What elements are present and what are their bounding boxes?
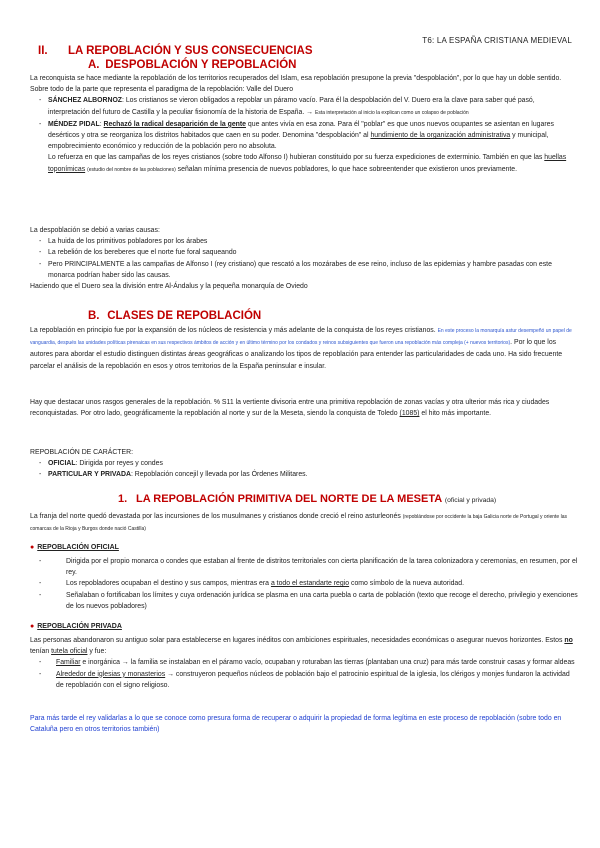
- section-number: A.: [88, 59, 100, 71]
- section-number: B.: [88, 310, 100, 322]
- underlined-text: tutela oficial: [51, 648, 88, 656]
- privada-body: [30, 635, 578, 691]
- section-a-heading: [88, 59, 296, 71]
- caracter-label: PARTICULAR Y PRIVADA: [48, 471, 131, 479]
- item-text: y municipal, empobrecimiento económico y reducción de la población pero no absoluta.: [48, 132, 549, 151]
- section-a-body: [30, 73, 578, 176]
- paragraph-text: Las personas abandonaron su antiguo solar para establecerse en lugares inéditos con ambiciones espirituales, necesidades económicas o asegurar nuevos horizontes. Estos: [30, 637, 565, 644]
- section-number: 1.: [118, 493, 128, 505]
- menendez-pidal-paragraph-2: [30, 152, 578, 175]
- side-note: (estudio del nombre de las poblaciones): [87, 166, 176, 173]
- privada-heading: [30, 623, 122, 630]
- paragraph-text: y fue:: [87, 648, 107, 656]
- author-name: MÉNDEZ PIDAL: [48, 120, 100, 128]
- item-text: : Los cristianos se vieron obligados a repoblar un páramo vacío. Para él la despoblación del V. Duero era la clave para saber qué pasó, interpretación del futuro de Castilla y la peculiar fisionomía de la historia de España. →: [48, 97, 535, 116]
- underlined-text: Familiar: [56, 659, 81, 667]
- privada-item: [30, 657, 578, 668]
- underlined-text: hundimiento de la organización administrativa: [370, 132, 511, 140]
- section-number: II.: [38, 45, 48, 57]
- paragraph-text: La franja del norte quedó devastada por las incursiones de los musulmanes y cristianos donde creció el reino asturleonés: [30, 513, 401, 520]
- section-1-heading: [118, 493, 496, 505]
- section-title: DESPOBLACIÓN Y REPOBLACIÓN: [105, 59, 297, 71]
- item-text: :: [99, 120, 104, 128]
- oficial-item: [30, 556, 578, 578]
- paragraph-text: Para más tarde el rey validarlas a lo que se conoce como presura forma de recuperar o adquirir la propiedad de forma legítima en este proceso de repoblación (sobre todo en Cataluña pero en otros territorios también): [30, 715, 562, 734]
- underlined-text: no: [564, 637, 573, 644]
- clases-paragraph-1: [30, 325, 578, 372]
- section-title: CLASES DE REPOBLACIÓN: [107, 310, 262, 322]
- section-suffix: (oficial y privada): [444, 497, 497, 504]
- section-title: LA REPOBLACIÓN PRIMITIVA DEL NORTE DE LA MESETA: [136, 493, 442, 505]
- item-text: Dirigida por el propio monarca o condes que estaban al frente de distritos territoriales con cierta planificación de la tarea colonizadora y ceremonias, en resumen, por el rey.: [66, 558, 578, 577]
- bullet-icon: ●: [30, 623, 35, 630]
- section-title: LA REPOBLACIÓN Y SUS CONSECUENCIAS: [68, 45, 313, 57]
- underlined-text: (1085): [399, 410, 420, 418]
- item-text: e inorgánica → la familia se instalaban en el páramo vacío, ocupaban y roturaban las tierras (plantaban una cruz) para más tarde construir casas y formar aldeas: [80, 659, 575, 667]
- blue-note: En este proceso la monarquía astur desempeñó un papel de vanguardia, después las unidades políticas pirenaicas en sus respectivos ámbitos de acción y en último término por los condados y reinos subsiguientes que fueron una repoblación más compleja (+ nuevos territorios): [30, 328, 572, 347]
- oficial-item: [30, 590, 578, 612]
- caracter-text: : Dirigida por reyes y condes: [75, 460, 163, 468]
- item-text: señalan mínima presencia de nuevos pobladores, lo que hace sobreentender que existieron unos previamente.: [175, 165, 518, 173]
- cause-item: - La rebelión de los bereberes que el norte fue foral saqueando: [30, 247, 578, 258]
- final-paragraph: [30, 713, 578, 735]
- cause-item: - Pero PRINCIPALMENTE a las campañas de Alfonso I (rey cristiano) que rescató a los mozárabes de ese reino, incluso de las epidemias y hambre pasadas con este monarca podrían haber sido las causas.: [30, 259, 578, 281]
- side-note: (repoblándose por occidente la baja Galicia norte de Portugal y oriente las comarcas de la Rioja y Burgos donde nació Castilla): [30, 514, 567, 533]
- underlined-text: Rechazó la radical desaparición de la gente: [103, 120, 246, 128]
- cause-item: - La huida de los primitivos pobladores por los árabes: [30, 236, 578, 247]
- item-text: como símbolo de la nueva autoridad.: [349, 580, 465, 588]
- oficial-item: [30, 578, 578, 589]
- underlined-text: a todo el estandarte regio: [270, 580, 350, 588]
- causes-block: [30, 225, 578, 292]
- page-header: T6: LA ESPAÑA CRISTIANA MEDIEVAL: [422, 36, 572, 45]
- subheading-label: REPOBLACIÓN OFICIAL: [37, 544, 119, 551]
- clases-paragraph-2: [30, 397, 578, 419]
- section-b-heading: [88, 310, 261, 322]
- oficial-list: [30, 556, 578, 612]
- causes-closing: Haciendo que el Duero sea la división entre Al-Ándalus y la pequeña monarquía de Oviedo: [30, 283, 308, 291]
- underlined-text: Alrededor de iglesias y monasterios: [56, 670, 166, 678]
- paragraph-text: el hito más importante.: [419, 410, 492, 418]
- menendez-pidal-item: [30, 119, 578, 153]
- underlined-text: huellas toponímicas: [48, 154, 567, 173]
- primitiva-paragraph: [30, 511, 578, 535]
- sanchez-albornoz-item: [30, 95, 578, 118]
- side-note: Esta interpretación al inicio la explican como un colapso de población: [314, 109, 469, 116]
- paragraph-text: . Por lo que los autores para abordar el estudio distinguen distintas áreas geográficas o analizando los tipos de repoblación para entender las particularidades de cada uno. Ha sido frecuente parcelar el análisis de la repoblación en esos y otros territorios de la España peninsular e insular.: [30, 339, 563, 370]
- paragraph-text: tenían: [30, 648, 52, 656]
- item-text: Lo refuerza en que las campañas de los reyes cristianos (sobre todo Alfonso I) hubieran constituido por su fuerza expediciones de exterminio. También en que las: [48, 154, 545, 162]
- intro-paragraph: La reconquista se hace mediante la repoblación de los territorios recuperados del Islam, esa repoblación presupone la previa "despoblación", por lo que hay un doble sentido. Sobre todo de la parte que representa el paradigma de la repoblación: Valle del Duero: [30, 75, 562, 94]
- paragraph-text: La repoblación en principio fue por la expansión de los núcleos de resistencia y más adelante de la conquista de los reyes cristianos.: [30, 327, 436, 334]
- repoblacion-caracter: [30, 447, 578, 481]
- bullet-icon: ●: [30, 544, 35, 551]
- privada-item: [30, 669, 578, 691]
- section-ii-heading: [38, 45, 313, 57]
- caracter-text: : Repoblación concejil y llevada por las Órdenes Militares.: [130, 471, 308, 479]
- caracter-lead: REPOBLACIÓN DE CARÁCTER:: [30, 449, 133, 456]
- item-text: Señalaban o fortificaban los límites y cuya ordenación jurídica se plasma en una carta puebla o carta de población (texto que recoge el derecho, privilegio y exenciones de los nuevos pobladores): [66, 591, 578, 610]
- caracter-label: OFICIAL: [48, 460, 76, 468]
- author-name: SÁNCHEZ ALBORNOZ: [48, 97, 123, 105]
- item-text: que antes vivía en esa zona. Para él "poblar" es que unos nuevos ocupantes se asientan en lugares desérticos y otra se reorganiza los distritos habitados que caen en su poder. Denomina "despoblación" al: [48, 120, 554, 140]
- item-text: → construyeron pequeños núcleos de población bajo el patrocinio espiritual de la iglesia, los clérigos y monjes fundaron la actividad de repoblación con el signo religioso.: [56, 670, 570, 689]
- caracter-item: [30, 469, 578, 480]
- item-text: Los repobladores ocupaban el destino y sus campos, mientras era: [66, 580, 271, 588]
- causes-lead: La despoblación se debió a varias causas:: [30, 227, 160, 234]
- caracter-item: [30, 458, 578, 469]
- privada-paragraph: [30, 635, 578, 657]
- subheading-label: REPOBLACIÓN PRIVADA: [37, 623, 122, 630]
- paragraph-text: Hay que destacar unos rasgos generales de la repoblación. % S11 la vertiente divisoria entre una primitiva repoblación de zonas vacías y otra ulterior más rica y ciudades reconquistadas. Por otro lado, geográficamente la repoblación al norte y sur de la Meseta, siendo la conquista de Toledo: [30, 399, 550, 418]
- oficial-heading: [30, 544, 119, 551]
